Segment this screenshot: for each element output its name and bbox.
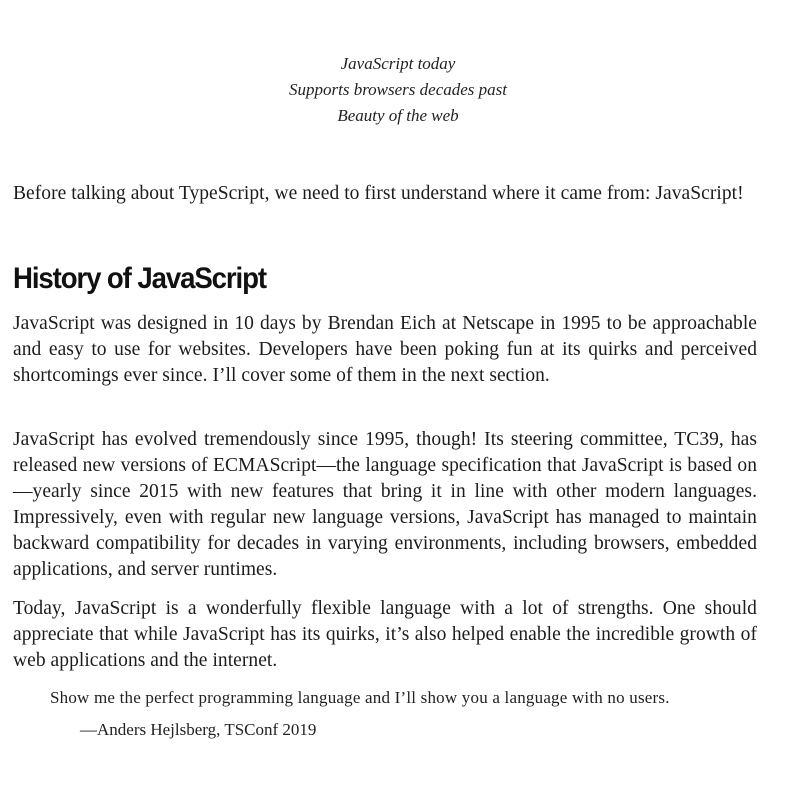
quote-attribution: —Anders Hejlsberg, TSConf 2019	[80, 720, 317, 739]
haiku-epigraph	[13, 51, 783, 129]
history-paragraph-3: Today, JavaScript is a wonderfully flexible language with a lot of strengths. One should appreciate that while JavaScript has its quirks, it’s also helped enable the incredible growth of web applications and the internet.	[13, 598, 757, 671]
quote-text: Show me the perfect programming language and I’ll show you a language with no users.	[50, 688, 670, 707]
epigraph-line-2: Supports browsers decades past	[288, 80, 507, 99]
intro-paragraph: Before talking about TypeScript, we need to first understand where it came from: JavaScript!	[13, 183, 744, 204]
epigraph-line-3: Beauty of the web	[337, 106, 459, 125]
history-paragraph-2: JavaScript has evolved tremendously since 1995, though! Its steering committee, TC39, has released new versions of ECMAScript—the language specification that JavaScript is based on—yearly since 2015 with new features that bring it in line with other modern languages. Impressively, even with regular new language versions, JavaScript has managed to maintain backward compatibility for decades in varying environments, including browsers, embedded applications, and server runtimes.	[13, 429, 757, 580]
history-paragraph-1: JavaScript was designed in 10 days by Brendan Eich at Netscape in 1995 to be approachable and easy to use for websites. Developers have been poking fun at its quirks and perceived shortcomings ever since. I’ll cover some of them in the next section.	[13, 313, 757, 386]
block-quote	[50, 686, 730, 742]
epigraph-line-1: JavaScript today	[340, 54, 456, 73]
section-heading: History of JavaScript	[13, 262, 266, 295]
